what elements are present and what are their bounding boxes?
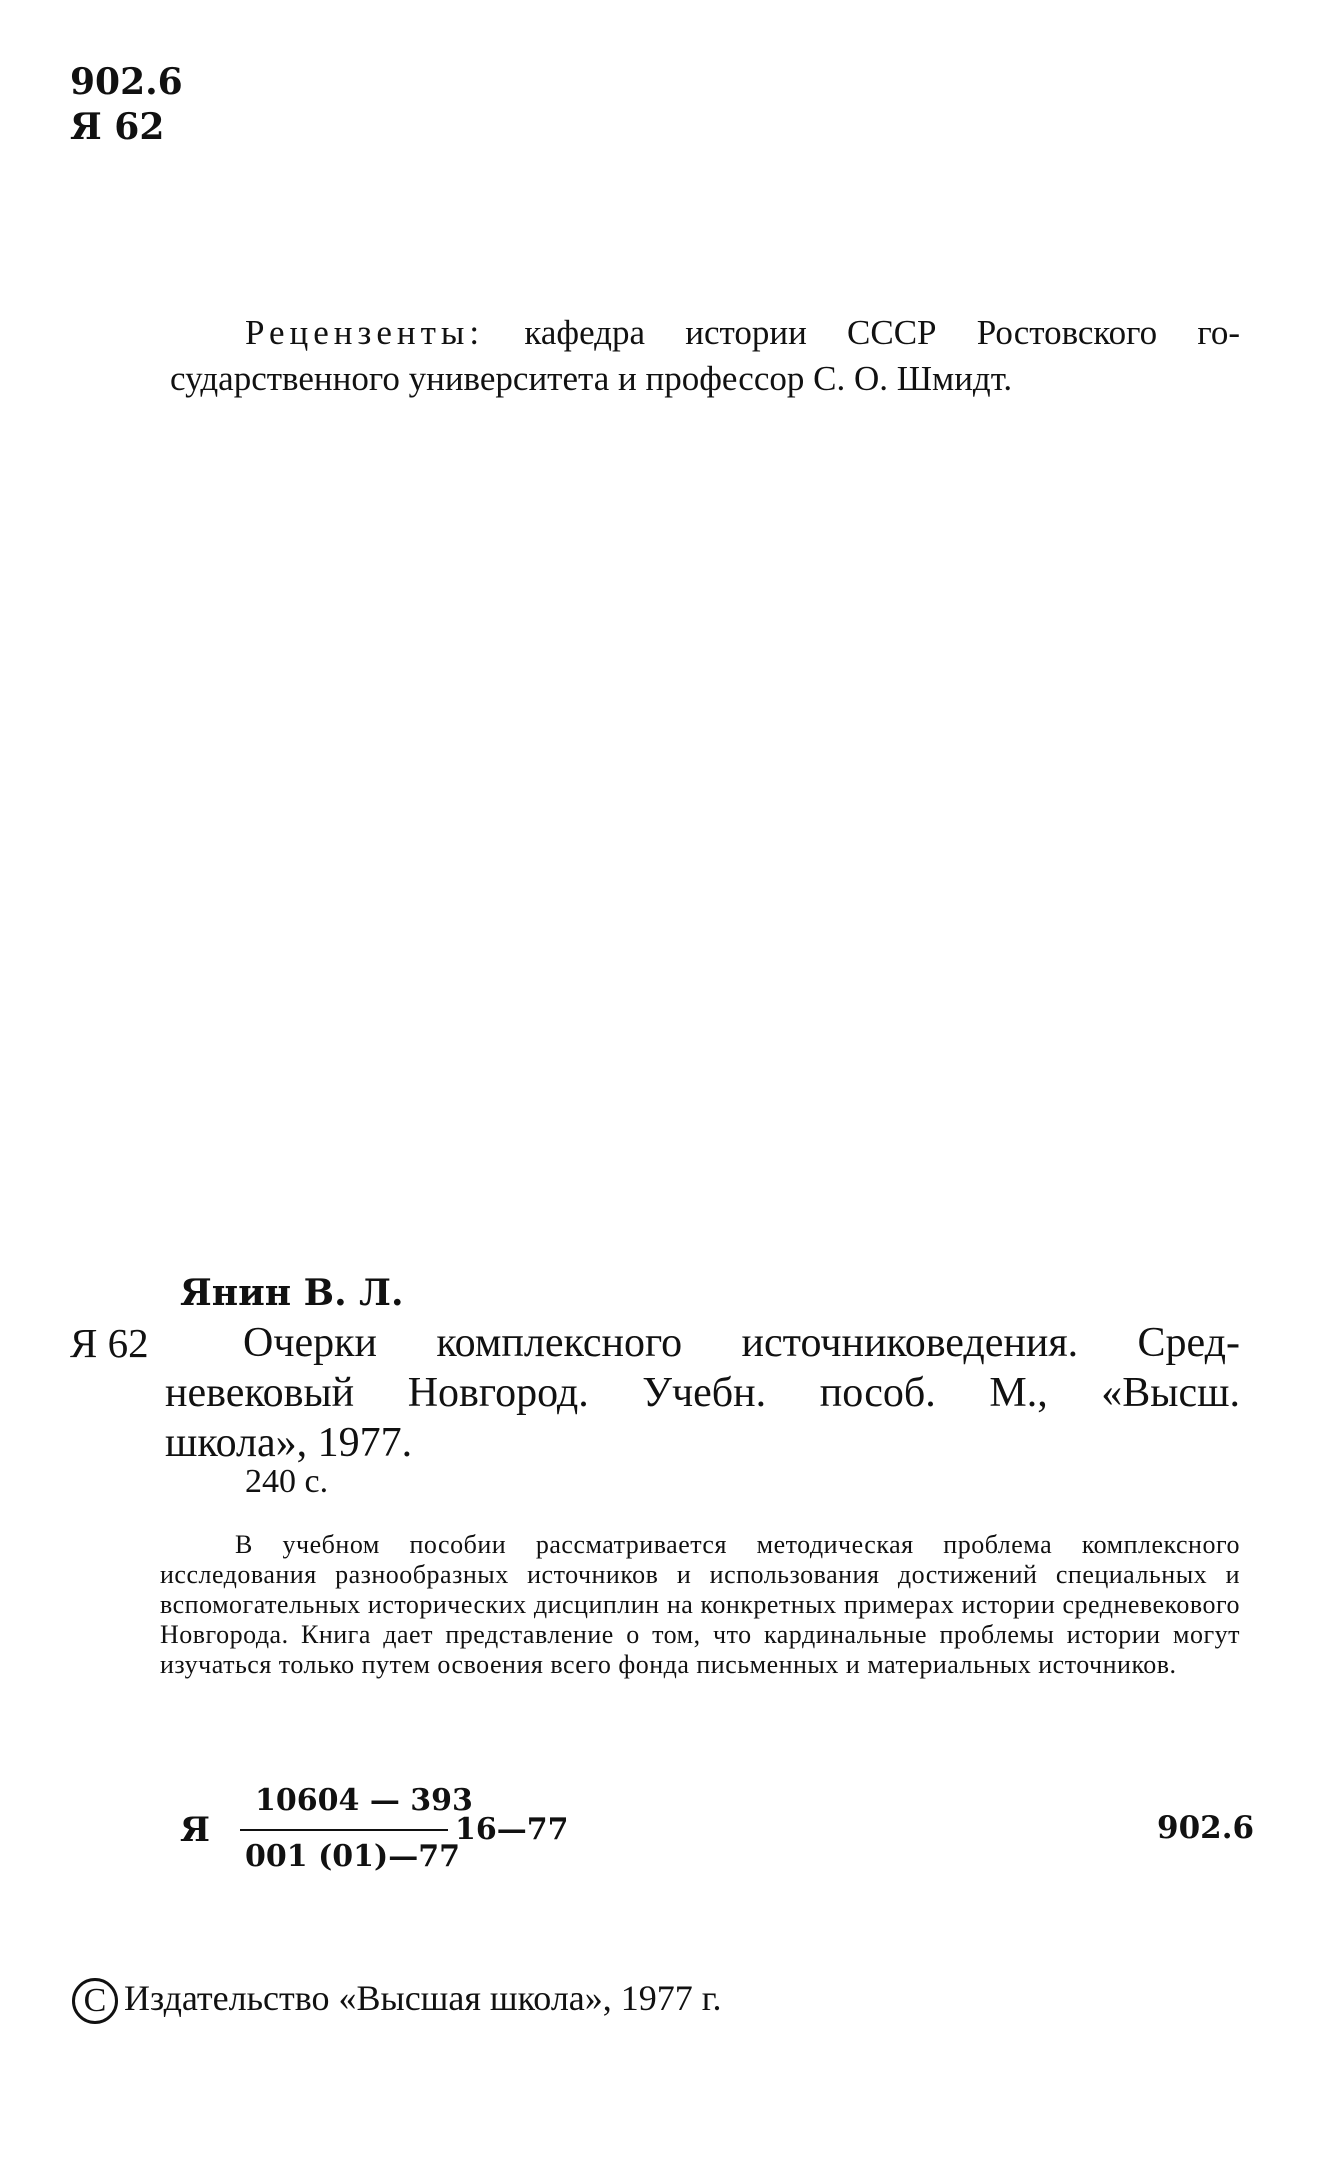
reviewers-line1-text: кафедра истории СССР Ростовского го-: [524, 313, 1241, 352]
page-count: 240 с.: [245, 1463, 329, 1500]
catalog-suffix: 16—77: [455, 1812, 569, 1847]
reviewers-label: Рецензенты:: [245, 313, 485, 352]
bib-title-line3: школа», 1977.: [165, 1420, 413, 1466]
fraction-line: [240, 1829, 448, 1831]
reviewers-block: [170, 310, 1240, 402]
call-number-top: Я 62: [70, 106, 165, 148]
class-code: 902.6: [70, 61, 183, 103]
bib-call-number: Я 62: [70, 1320, 149, 1366]
author-name: Янин В. Л.: [180, 1272, 404, 1314]
catalog-class-code: 902.6: [1157, 1810, 1255, 1846]
catalog-letter: Я: [180, 1810, 210, 1850]
bibliographic-description: [165, 1318, 1240, 1468]
bib-title-line1: Очерки комплексного источниковедения. Сред-: [243, 1320, 1240, 1366]
reviewers-line2: сударственного университета и профессор С. О. Шмидт.: [170, 359, 1013, 398]
catalog-numerator: 10604 — 393: [255, 1783, 473, 1818]
copyright-icon: C: [72, 1978, 118, 2024]
copyright-text: Издательство «Высшая школа», 1977 г.: [124, 1978, 722, 2018]
catalog-denominator: 001 (01)—77: [245, 1839, 460, 1874]
annotation-paragraph: В учебном пособии рассматривается методическая проблема комплексного исследования разнообразных источников и использования достижений специальных и вспомогательных исторических дисциплин на конкретных примерах истории средневекового Новгорода. Книга дает представление о том, что кардинальные проблемы истории могут изучаться только путем освоения всего фонда письменных и материальных источников.: [160, 1530, 1240, 1679]
bib-title-line2: невековый Новгород. Учебн. пособ. М., «Высш.: [165, 1370, 1240, 1416]
reviewers-line1: [170, 310, 1240, 356]
